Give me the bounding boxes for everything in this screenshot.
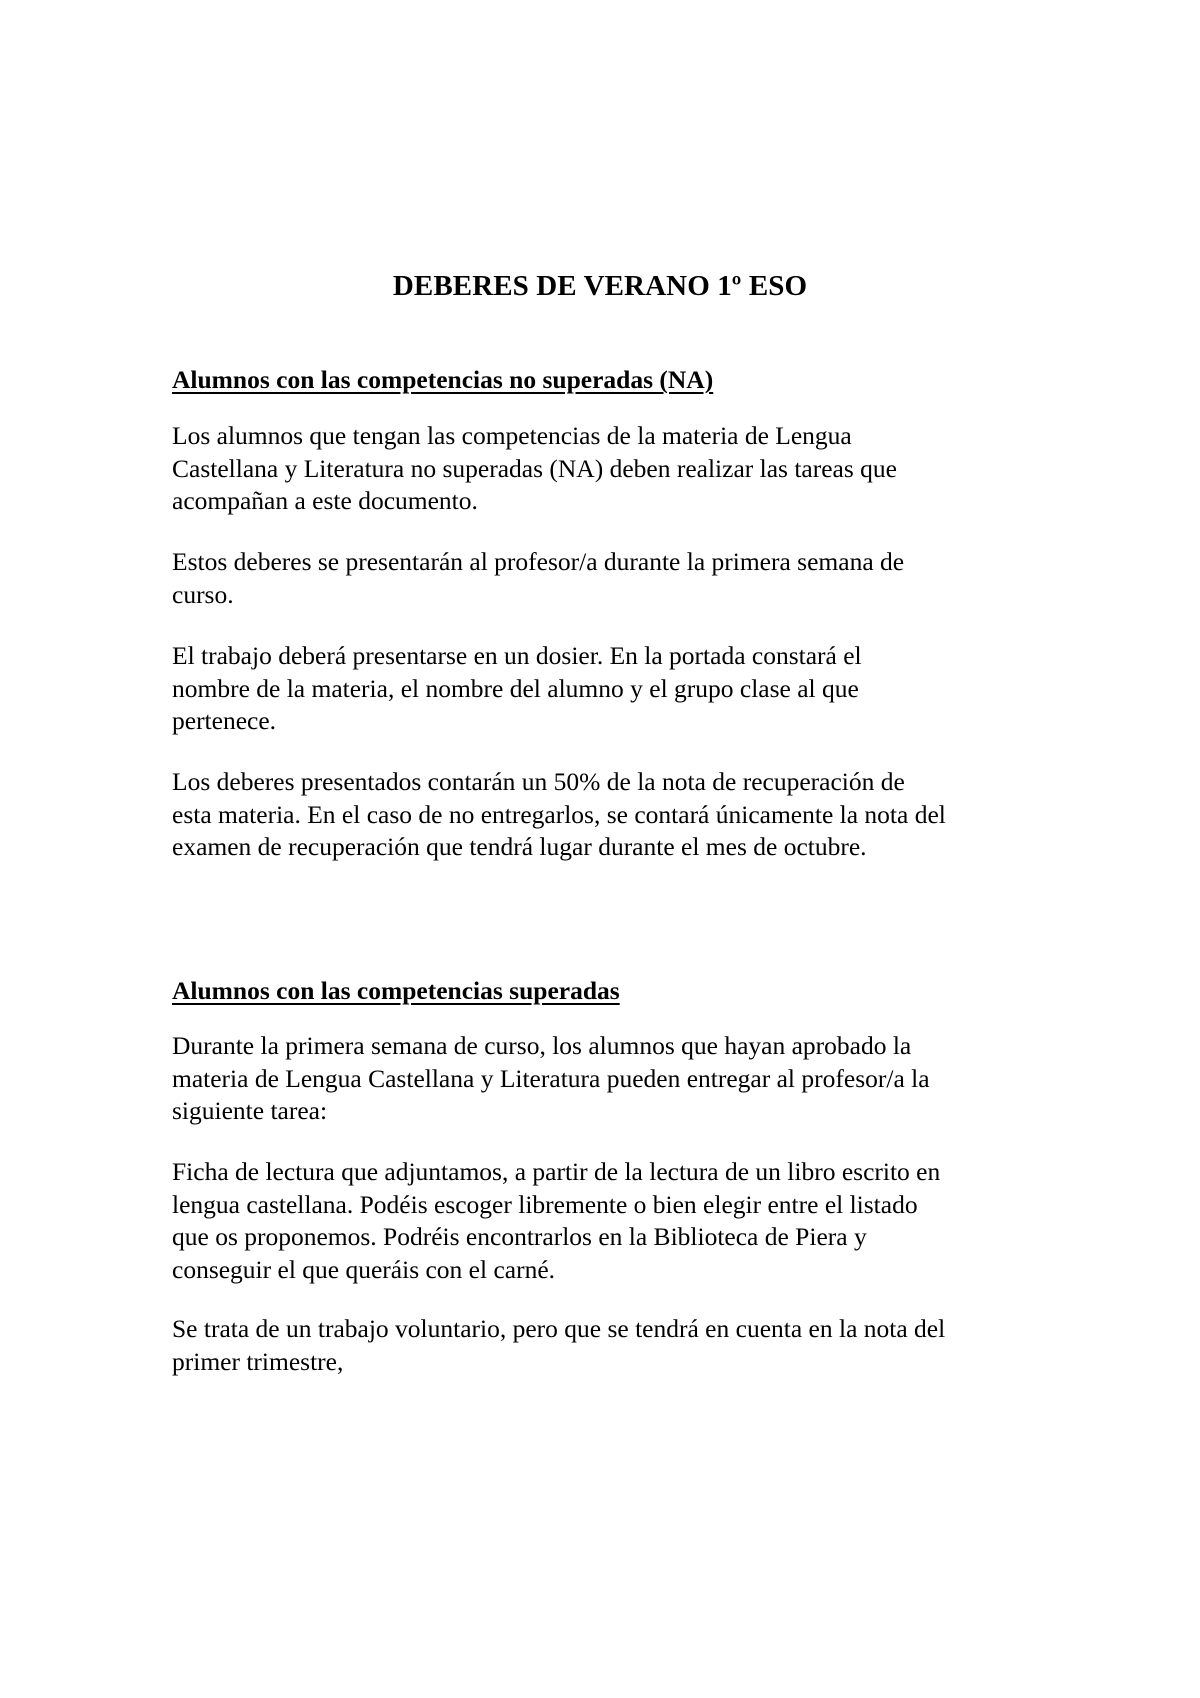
text-line: El trabajo deberá presentarse en un dosier. En la portada constará el xyxy=(172,641,862,670)
text-line: primer trimestre, xyxy=(172,1346,344,1376)
section-heading-passed: Alumnos con las competencias superadas xyxy=(172,976,620,1005)
text-line: esta materia. En el caso de no entregarlos, se contará únicamente la nota del xyxy=(172,799,946,829)
paragraph xyxy=(172,766,1052,864)
text-line: lengua castellana. Podéis escoger libremente o bien elegir entre el listado xyxy=(172,1189,918,1219)
text-line: Durante la primera semana de curso, los alumnos que hayan aprobado la xyxy=(172,1031,912,1060)
text-line: curso. xyxy=(172,579,234,609)
text-line: examen de recuperación que tendrá lugar durante el mes de octubre. xyxy=(172,832,867,861)
paragraph xyxy=(172,420,1052,518)
paragraph xyxy=(172,546,1052,611)
text-line: Castellana y Literatura no superadas (NA) deben realizar las tareas que xyxy=(172,453,897,483)
paragraph xyxy=(172,1156,1052,1286)
text-line: pertenece. xyxy=(172,706,277,735)
text-line: siguiente tarea: xyxy=(172,1096,328,1125)
text-line: materia de Lengua Castellana y Literatura pueden entregar al profesor/a la xyxy=(172,1063,930,1093)
text-line: Los alumnos que tengan las competencias de la materia de Lengua xyxy=(172,421,852,450)
paragraph xyxy=(172,640,1052,738)
text-line: Se trata de un trabajo voluntario, pero que se tendrá en cuenta en la nota del xyxy=(172,1314,946,1343)
section-heading-not-passed: Alumnos con las competencias no superadas (NA) xyxy=(172,365,714,394)
text-line: Estos deberes se presentarán al profesor/a durante la primera semana de xyxy=(172,547,905,576)
document-title: DEBERES DE VERANO 1º ESO xyxy=(392,270,808,302)
text-line: Los deberes presentados contarán un 50% de la nota de recuperación de xyxy=(172,767,905,796)
paragraph xyxy=(172,1030,1052,1128)
paragraph xyxy=(172,1313,1052,1378)
text-line: nombre de la materia, el nombre del alumno y el grupo clase al que xyxy=(172,673,859,703)
text-line: conseguir el que queráis con el carné. xyxy=(172,1254,556,1284)
text-line: Ficha de lectura que adjuntamos, a partir de la lectura de un libro escrito en xyxy=(172,1157,941,1186)
text-line: que os proponemos. Podréis encontrarlos en la Biblioteca de Piera y xyxy=(172,1222,867,1251)
text-line: acompañan a este documento. xyxy=(172,486,478,515)
